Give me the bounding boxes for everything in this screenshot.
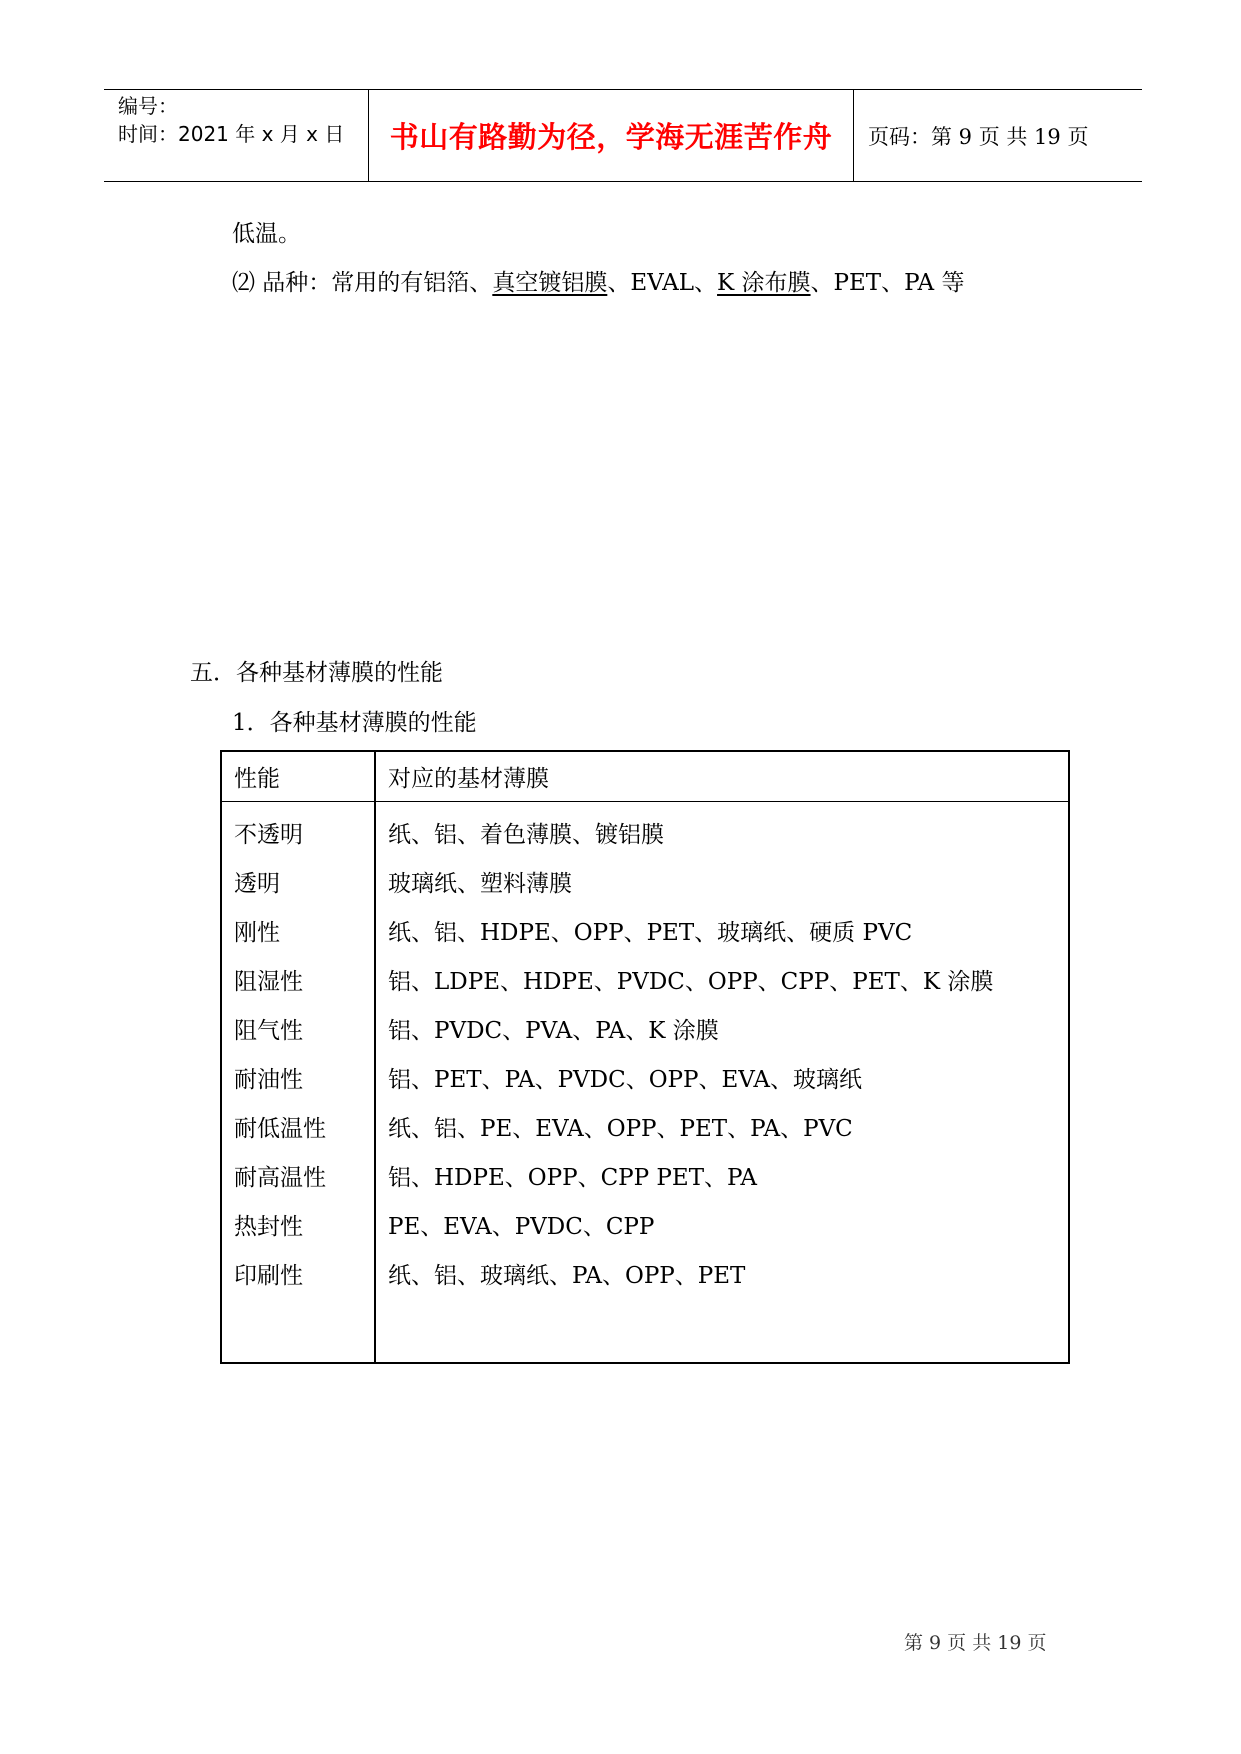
section-heading: 五．各种基材薄膜的性能 <box>190 660 443 686</box>
page-header <box>104 89 1142 182</box>
term-k-coated-film: K 涂布膜 <box>717 270 811 296</box>
time-label: 时间：2021 年 x 月 x 日 <box>118 122 345 146</box>
property-cell: 印刷性 <box>221 1249 375 1298</box>
header-motto: 书山有路勤为径，学海无涯苦作舟 <box>369 90 854 181</box>
films-cell: 玻璃纸、塑料薄膜 <box>375 857 1069 906</box>
table-row <box>221 1200 1069 1249</box>
property-cell: 阻湿性 <box>221 955 375 1004</box>
films-cell: 铝、HDPE、OPP、CPP PET、PA <box>375 1151 1069 1200</box>
table-row <box>221 1053 1069 1102</box>
header-cell-films: 对应的基材薄膜 <box>375 751 1069 802</box>
property-cell: 阻气性 <box>221 1004 375 1053</box>
property-cell: 热封性 <box>221 1200 375 1249</box>
property-cell: 耐低温性 <box>221 1102 375 1151</box>
films-cell: 铝、PVDC、PVA、PA、K 涂膜 <box>375 1004 1069 1053</box>
property-cell: 刚性 <box>221 906 375 955</box>
header-meta <box>104 90 369 181</box>
property-cell <box>221 1298 375 1363</box>
body-line-2 <box>232 268 964 298</box>
table-row <box>221 802 1069 858</box>
films-cell: 铝、PET、PA、PVDC、OPP、EVA、玻璃纸 <box>375 1053 1069 1102</box>
table-header-row <box>221 751 1069 802</box>
property-cell: 不透明 <box>221 802 375 858</box>
property-cell: 耐高温性 <box>221 1151 375 1200</box>
line2-mid: 、EVAL、 <box>607 270 718 296</box>
line2-suffix: 、PET、PA 等 <box>810 270 965 296</box>
table-row-empty <box>221 1298 1069 1363</box>
property-cell: 耐油性 <box>221 1053 375 1102</box>
header-cell-property: 性能 <box>221 751 375 802</box>
page-footer: 第 9 页 共 19 页 <box>904 1632 1047 1654</box>
films-cell: PE、EVA、PVDC、CPP <box>375 1200 1069 1249</box>
films-cell: 铝、LDPE、HDPE、PVDC、OPP、CPP、PET、K 涂膜 <box>375 955 1069 1004</box>
body-line-1: 低温。 <box>232 221 301 247</box>
films-cell: 纸、铝、PE、EVA、OPP、PET、PA、PVC <box>375 1102 1069 1151</box>
table-row <box>221 857 1069 906</box>
header-page-label: 页码：第 9 页 共 19 页 <box>868 124 1089 149</box>
films-cell: 纸、铝、HDPE、OPP、PET、玻璃纸、硬质 PVC <box>375 906 1069 955</box>
table-row <box>221 1249 1069 1298</box>
films-cell: 纸、铝、玻璃纸、PA、OPP、PET <box>375 1249 1069 1298</box>
table-row <box>221 906 1069 955</box>
property-cell: 透明 <box>221 857 375 906</box>
film-properties-table <box>220 750 1070 1364</box>
table-row <box>221 1151 1069 1200</box>
line2-prefix: ⑵ 品种：常用的有铝箔、 <box>232 270 493 296</box>
subsection-heading: 1．各种基材薄膜的性能 <box>232 710 477 736</box>
films-cell <box>375 1298 1069 1363</box>
table-row <box>221 1102 1069 1151</box>
table-row <box>221 1004 1069 1053</box>
table-row <box>221 955 1069 1004</box>
number-label: 编号： <box>118 94 178 118</box>
films-cell: 纸、铝、着色薄膜、镀铝膜 <box>375 802 1069 858</box>
term-vacuum-aluminized-film: 真空镀铝膜 <box>492 270 608 296</box>
